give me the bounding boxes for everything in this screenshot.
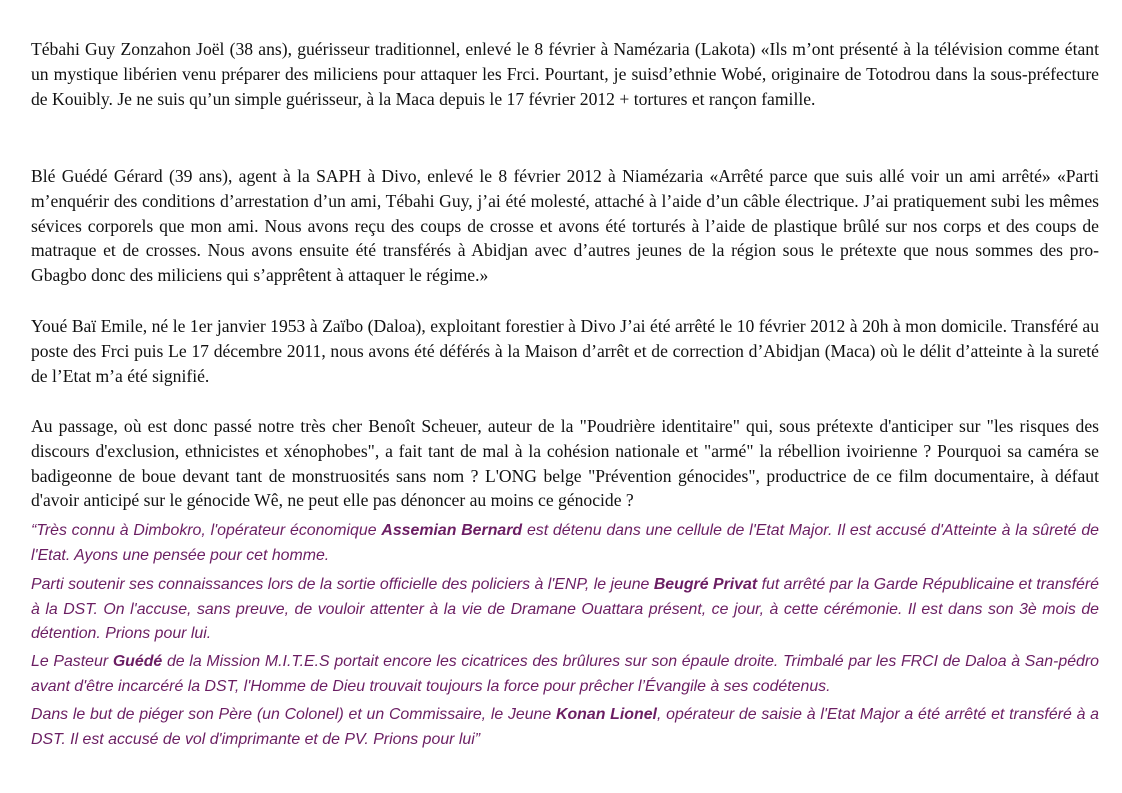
quote-text: Parti soutenir ses connaissances lors de la sortie officielle des policiers à l'ENP, le jeune bbox=[31, 576, 654, 593]
quote-text: , opérateur de saisie à l'Etat Major a été arrêté et transféré à a DST. Il est accusé de vol d'imprimante et de PV. Prions pour lui” bbox=[31, 706, 1099, 748]
paragraph-youe-bai: Youé Baï Emile, né le 1er janvier 1953 à Zaïbo (Daloa), exploitant forestier à Divo J’ai été arrêté le 10 février 2012 à 20h à mon domicile. Transféré au poste des Frci puis Le 17 décembre 2011, nous avons été déférés à la Maison d’arrêt et de correction d’Abidjan (Maca) où le délit d’atteinte à la sureté de l’Etat m’a été signifié. bbox=[31, 316, 1099, 386]
paragraph-tebahi-guy: Tébahi Guy Zonzahon Joël (38 ans), guérisseur traditionnel, enlevé le 8 février à Namézaria (Lakota) «Ils m’ont présenté à la télévision comme étant un mystique libérien venu préparer des miliciens pour attaquer les Frci. Pourtant, je suisd’ethnie Wobé, originaire de Totodrou dans la sous-préfecture de Kouibly. Je ne suis qu’un simple guérisseur, à la Maca depuis le 17 février 2012 + tortures et rançon famille. bbox=[31, 39, 1099, 109]
quote-assemian-bernard bbox=[31, 519, 1099, 568]
quote-text: est détenu dans une cellule de l'Etat Major. Il est accusé d'Atteinte à la sûreté de l'Etat. Ayons une pensée pour cet homme. bbox=[31, 522, 1099, 564]
person-name: Beugré Privat bbox=[653, 576, 758, 593]
quote-text: “Très connu à Dimbokro, l'opérateur économique bbox=[31, 522, 382, 539]
quote-text: de la Mission M.I.T.E.S portait encore les cicatrices des brûlures sur son épaule droite. Trimbalé par les FRCI de Daloa à San-pédro avant d'être incarcéré la DST, l'Homme de Dieu trouvait toujours la force pour prêcher l’Évangile à ses codétenus. bbox=[31, 653, 1099, 695]
quote-konan-lionel bbox=[31, 703, 1099, 752]
person-name: Guédé bbox=[112, 653, 163, 670]
person-name: Assemian Bernard bbox=[381, 522, 523, 539]
paragraph-ble-guede: Blé Guédé Gérard (39 ans), agent à la SAPH à Divo, enlevé le 8 février 2012 à Niamézaria «Arrêté parce que suis allé voir un ami arrêté» «Parti m’enquérir des conditions d’arrestation d’un ami, Tébahi Guy, j’ai été molesté, attaché à l’aide d’un câble électrique. J’ai pratiquement subi les mêmes sévices corporels que mon ami. Nous avons reçu des coups de crosse et avons été torturés à l’aide de plastique brûlé sur nos corps et des coups de matraque et de crosses. Nous avons ensuite été transférés à Abidjan avec d’autres jeunes de la région sous le prétexte que nous sommes des pro-Gbagbo donc des miliciens qui s’apprêtent à attaquer le régime.» bbox=[31, 166, 1099, 286]
paragraph-benoit-scheuer: Au passage, où est donc passé notre très cher Benoît Scheuer, auteur de la "Poudrière identitaire" qui, sous prétexte d'anticiper sur "les risques des discours d'exclusion, ethnicistes et xénophobes", a fait tant de mal à la cohésion nationale et "armé" la rébellion ivoirienne ? Pourquoi sa caméra se badigeonne de boue devant tant de monstruosités sans nom ? L'ONG belge "Prévention génocides", productrice de ce film documentaire, à défaut d'avoir anticipé sur le génocide Wê, ne peut elle pas dénoncer au moins ce génocide ? bbox=[31, 416, 1099, 511]
quote-text: Le Pasteur bbox=[31, 653, 113, 670]
quote-text: Dans le but de piéger son Père (un Colonel) et un Commissaire, le Jeune bbox=[31, 706, 556, 723]
quote-beugre-privat bbox=[31, 573, 1099, 647]
quote-pasteur-guede bbox=[31, 650, 1099, 699]
person-name: Konan Lionel bbox=[556, 706, 657, 723]
quote-text: fut arrêté par la Garde Républicaine et transféré à la DST. On l'accuse, sans preuve, de vouloir attenter à la vie de Dramane Ouattara présent, ce jour, à cette cérémonie. Il est dans son 3è mois de détention. Prions pour lui. bbox=[31, 576, 1100, 642]
